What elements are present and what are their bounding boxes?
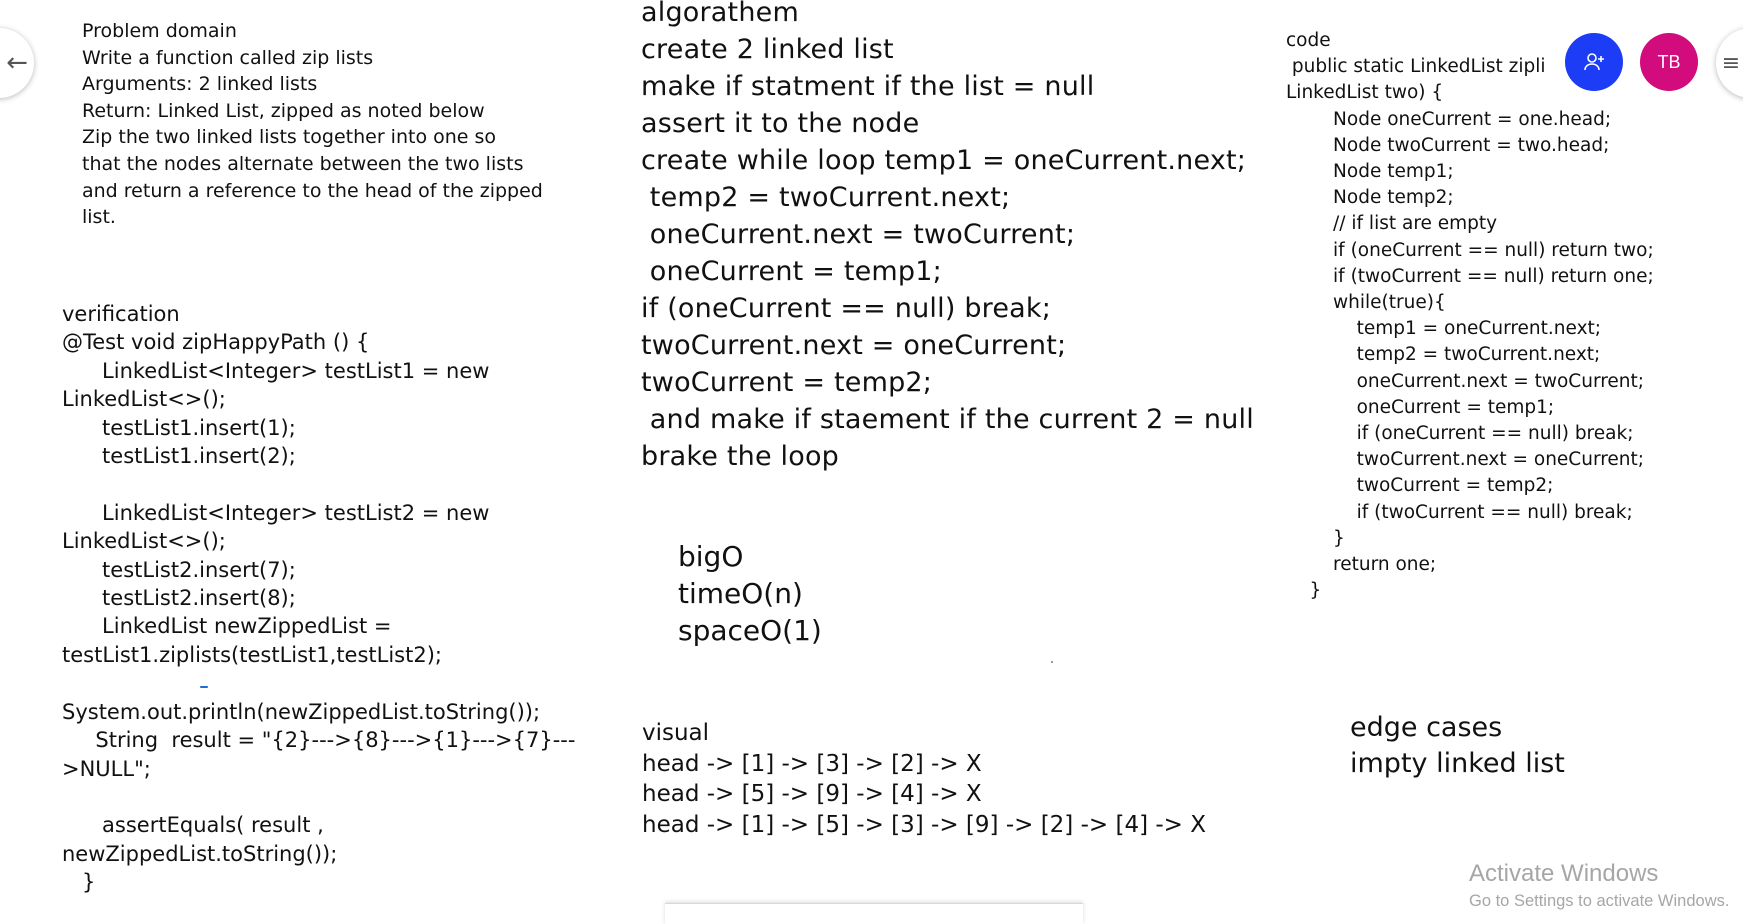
verification-line: assertEquals( result , bbox=[62, 813, 324, 838]
verification-line bbox=[62, 470, 575, 498]
algorithm-line: brake the loop bbox=[641, 441, 840, 472]
code-line: } bbox=[1286, 580, 1322, 602]
code-line: if (oneCurrent == null) break; bbox=[1286, 423, 1634, 445]
problem-line: Write a function called zip lists bbox=[82, 46, 374, 69]
algorithm-line: oneCurrent.next = twoCurrent; bbox=[641, 219, 1076, 250]
problem-line: and return a reference to the head of the zipped bbox=[82, 179, 543, 202]
edge-cases-notes bbox=[1350, 710, 1565, 782]
algorithm-line: temp2 = twoCurrent.next; bbox=[641, 182, 1011, 213]
verification-line bbox=[62, 669, 575, 697]
code-line: // if list are empty bbox=[1286, 213, 1498, 235]
algorithm-line: create while loop temp1 = oneCurrent.next; bbox=[641, 145, 1247, 176]
verification-line: testList1.ziplists(testList1,testList2); bbox=[62, 642, 442, 667]
cursor-mark bbox=[200, 686, 208, 688]
big-o-line: spaceO(1) bbox=[678, 614, 822, 647]
code-line: if (twoCurrent == null) break; bbox=[1286, 501, 1633, 523]
verification-line: verification bbox=[62, 302, 180, 326]
verification-line: LinkedList newZippedList = bbox=[62, 614, 392, 639]
code-line: return one; bbox=[1286, 554, 1437, 576]
add-user-button[interactable] bbox=[1565, 33, 1623, 91]
verification-line: LinkedList<Integer> testList1 = new bbox=[62, 358, 490, 383]
problem-line: Problem domain bbox=[82, 20, 237, 42]
code-line: Node temp2; bbox=[1286, 187, 1454, 209]
ink-dot bbox=[1051, 661, 1053, 663]
verification-line: System.out.println(newZippedList.toString()); bbox=[62, 699, 541, 724]
activate-windows-subtitle: Go to Settings to activate Windows. bbox=[1469, 892, 1730, 910]
code-line: while(true){ bbox=[1286, 292, 1446, 314]
code-line: oneCurrent.next = twoCurrent; bbox=[1286, 370, 1645, 392]
problem-line: that the nodes alternate between the two lists bbox=[82, 152, 524, 175]
visual-line: head -> [5] -> [9] -> [4] -> X bbox=[642, 781, 982, 807]
big-o-line: timeO(n) bbox=[678, 577, 803, 610]
hamburger-menu-icon: ≡ bbox=[1721, 50, 1741, 76]
problem-domain-text bbox=[82, 18, 543, 231]
code-line: if (oneCurrent == null) return two; bbox=[1286, 239, 1654, 261]
code-line: twoCurrent = temp2; bbox=[1286, 475, 1554, 497]
visual-line: visual bbox=[642, 720, 710, 746]
code-line: } bbox=[1286, 527, 1345, 549]
algorithm-line: algorathem bbox=[641, 0, 799, 28]
big-o-notes bbox=[678, 538, 822, 649]
edge-case-line: impty linked list bbox=[1350, 748, 1565, 779]
verification-line: } bbox=[62, 870, 96, 895]
verification-line: newZippedList.toString()); bbox=[62, 841, 338, 866]
user-avatar[interactable]: TB bbox=[1640, 33, 1698, 91]
arrow-left-icon: ← bbox=[6, 48, 28, 78]
algorithm-line: twoCurrent.next = oneCurrent; bbox=[641, 330, 1067, 361]
problem-line: Arguments: 2 linked lists bbox=[82, 73, 318, 96]
verification-line: @Test void zipHappyPath () { bbox=[62, 330, 370, 355]
verification-line: LinkedList<Integer> testList2 = new bbox=[62, 500, 490, 525]
verification-line: testList2.insert(7); bbox=[62, 557, 296, 582]
verification-line: testList2.insert(8); bbox=[62, 586, 296, 611]
algorithm-line: and make if staement if the current 2 = null bbox=[641, 404, 1254, 435]
menu-button[interactable] bbox=[1716, 28, 1743, 98]
activate-windows-title: Activate Windows bbox=[1469, 860, 1659, 887]
code-line: code bbox=[1286, 30, 1331, 51]
code-line: LinkedList two) { bbox=[1286, 82, 1444, 104]
back-button[interactable] bbox=[0, 28, 34, 98]
code-line: temp1 = oneCurrent.next; bbox=[1286, 318, 1602, 340]
code-line: if (twoCurrent == null) return one; bbox=[1286, 265, 1654, 287]
visual-line: head -> [1] -> [5] -> [3] -> [9] -> [2] -> [4] -> X bbox=[642, 811, 1207, 838]
algorithm-line: create 2 linked list bbox=[641, 34, 894, 65]
verification-line bbox=[62, 783, 575, 811]
visual-diagram bbox=[642, 718, 1206, 840]
algorithm-notes bbox=[641, 0, 1254, 475]
verification-test-code bbox=[62, 300, 575, 897]
verification-line: LinkedList<>(); bbox=[62, 387, 226, 412]
problem-line: list. bbox=[82, 206, 116, 229]
add-user-icon bbox=[1582, 50, 1606, 74]
code-implementation bbox=[1286, 28, 1654, 604]
code-line: Node twoCurrent = two.head; bbox=[1286, 134, 1610, 156]
code-line: Node temp1; bbox=[1286, 161, 1454, 183]
algorithm-line: twoCurrent = temp2; bbox=[641, 367, 933, 398]
verification-line: testList1.insert(2); bbox=[62, 444, 296, 469]
edge-case-line: edge cases bbox=[1350, 712, 1503, 743]
algorithm-line: if (oneCurrent == null) break; bbox=[641, 293, 1052, 324]
code-line: temp2 = twoCurrent.next; bbox=[1286, 344, 1601, 366]
bottom-toolbar-edge bbox=[665, 903, 1083, 924]
code-line: twoCurrent.next = oneCurrent; bbox=[1286, 449, 1645, 471]
problem-line: Return: Linked List, zipped as noted below bbox=[82, 99, 485, 122]
problem-line: Zip the two linked lists together into one so bbox=[82, 126, 497, 149]
verification-line: testList1.insert(1); bbox=[62, 415, 296, 440]
algorithm-line: make if statment if the list = null bbox=[641, 71, 1095, 102]
algorithm-line: assert it to the node bbox=[641, 108, 920, 139]
code-line: public static LinkedList zipli bbox=[1286, 56, 1546, 78]
algorithm-line: oneCurrent = temp1; bbox=[641, 256, 942, 287]
verification-line: String result = "{2}--->{8}--->{1}--->{7}--- bbox=[62, 728, 576, 753]
big-o-line: bigO bbox=[678, 540, 744, 573]
verification-line: >NULL"; bbox=[62, 756, 151, 781]
code-line: oneCurrent = temp1; bbox=[1286, 396, 1555, 418]
verification-line: LinkedList<>(); bbox=[62, 529, 226, 554]
visual-line: head -> [1] -> [3] -> [2] -> X bbox=[642, 750, 982, 777]
code-line: Node oneCurrent = one.head; bbox=[1286, 108, 1612, 130]
